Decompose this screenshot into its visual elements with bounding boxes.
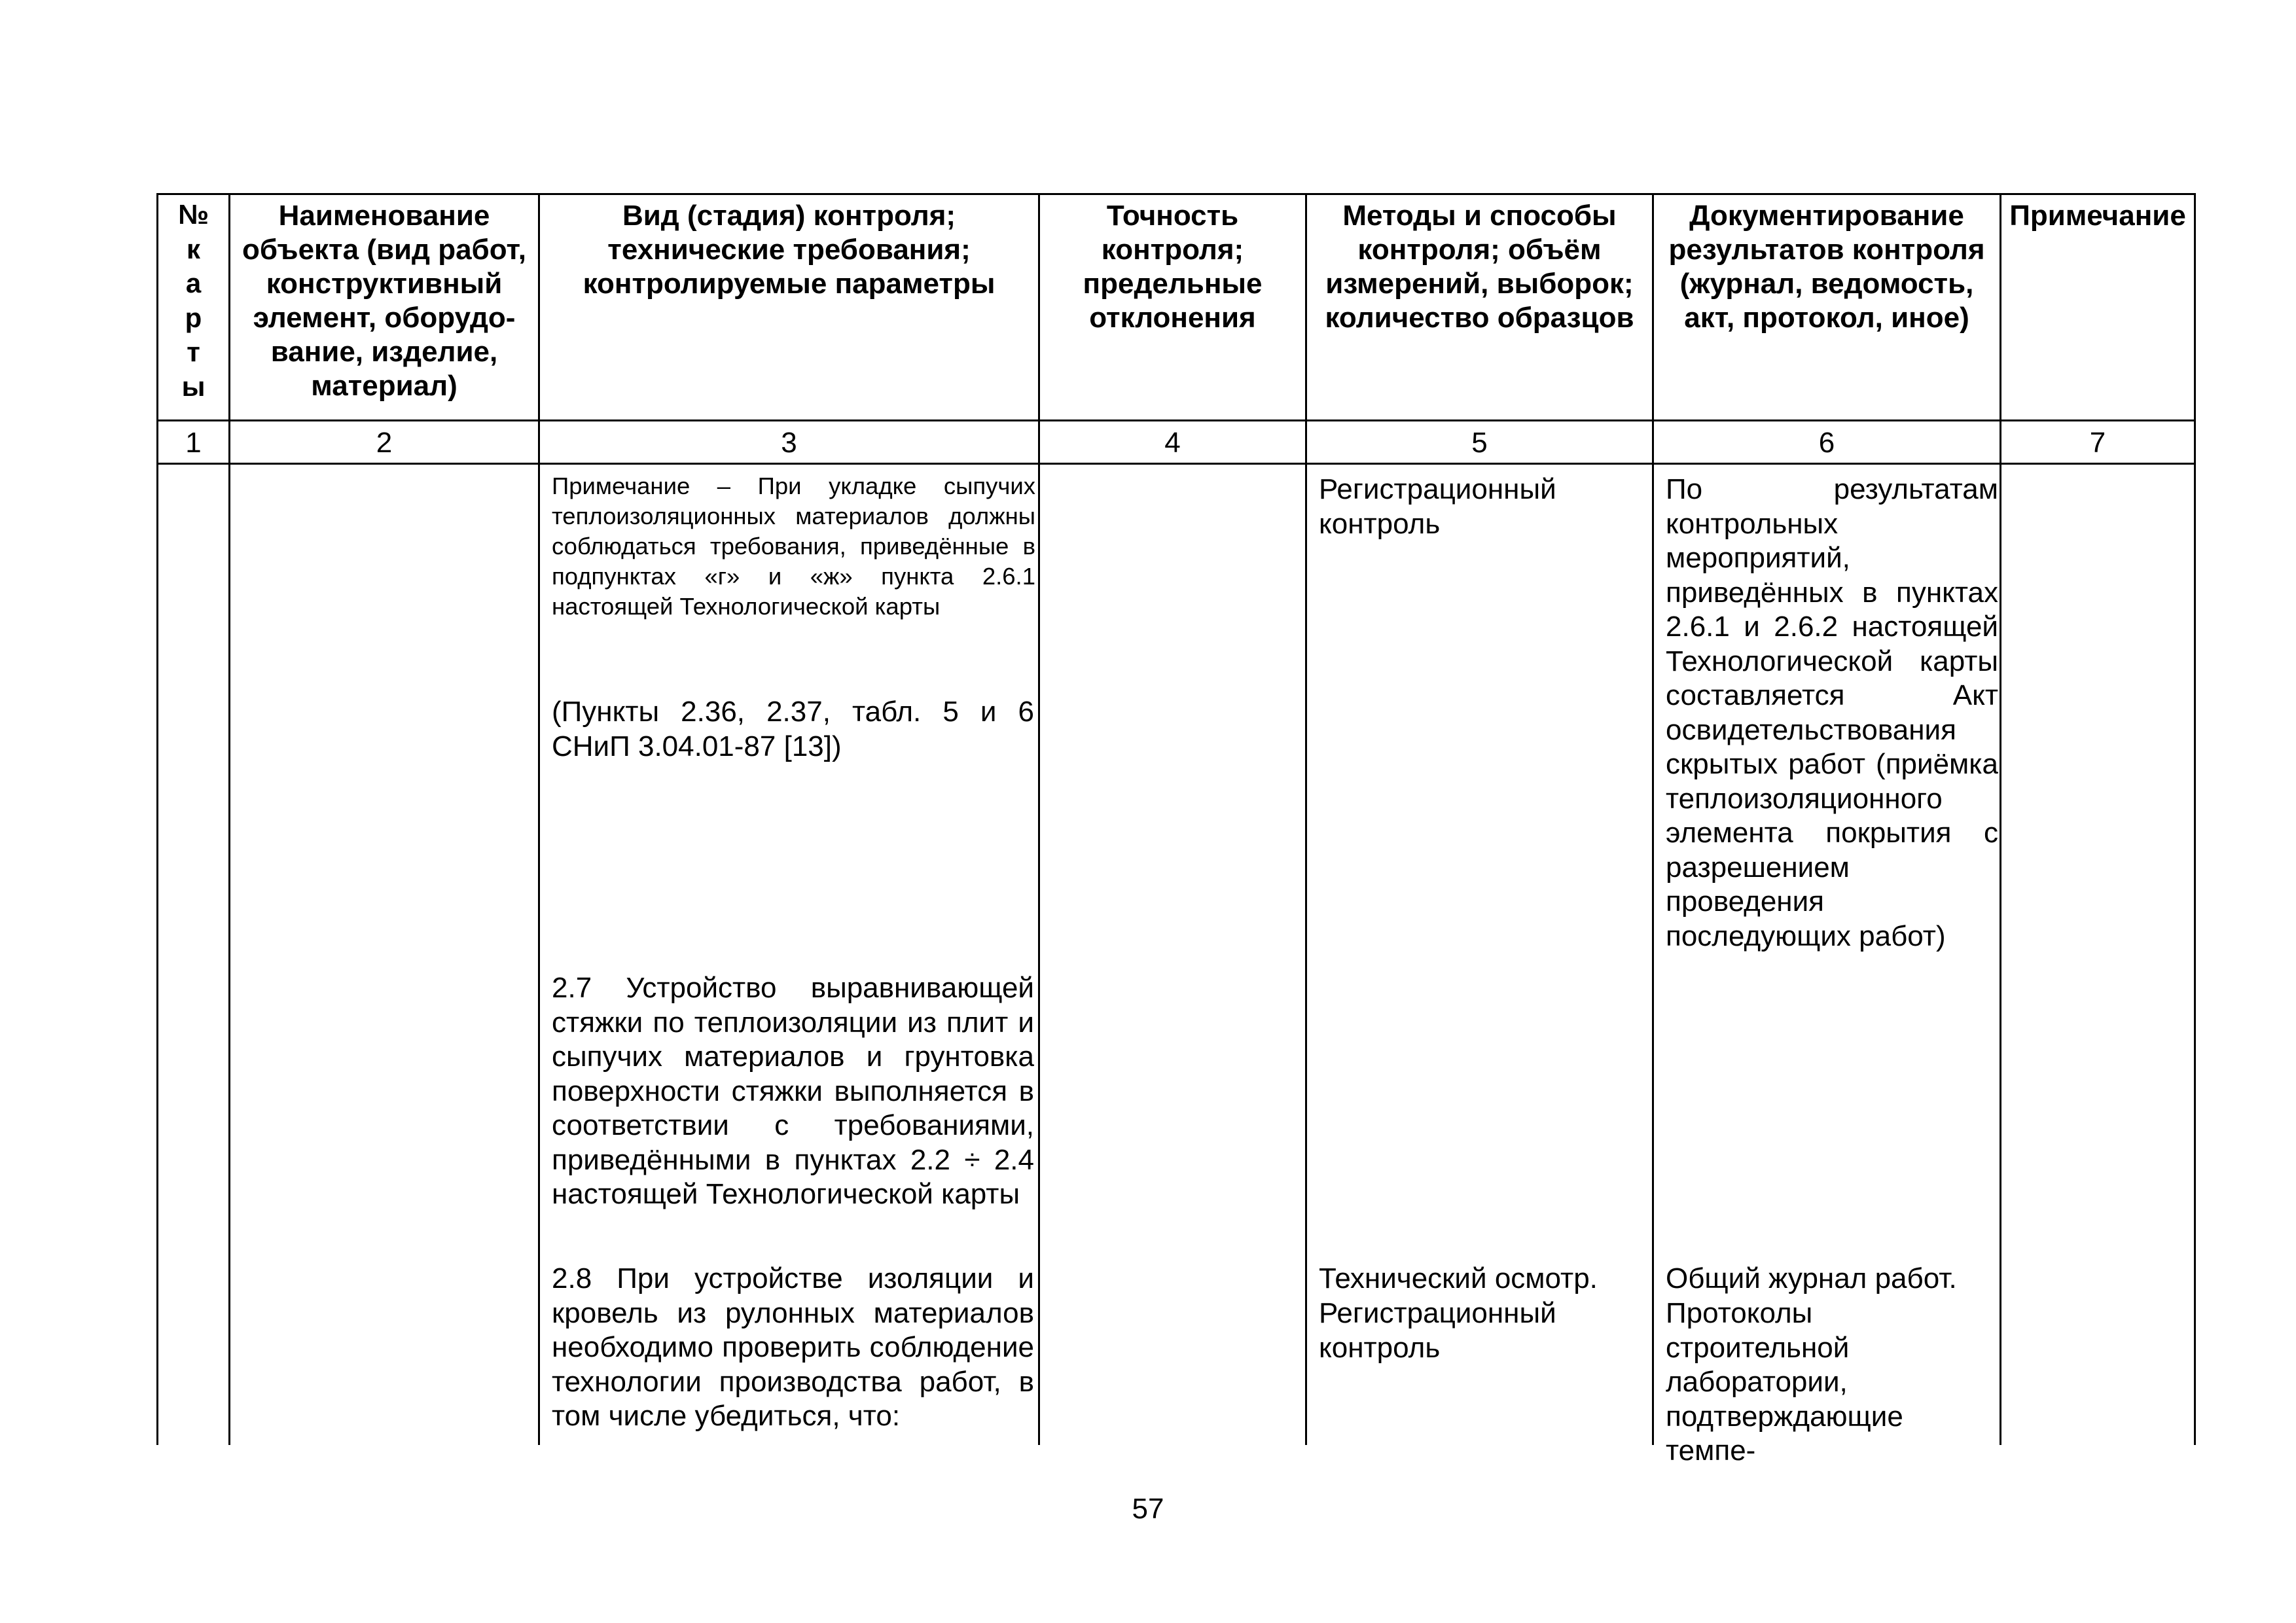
- header-col-5: Методы и способы контроля; объём измерений, выборок; количество образцов: [1325, 200, 1634, 334]
- column-number: 5: [1471, 427, 1488, 459]
- documentation-2a: Общий журнал работ.: [1666, 1262, 1957, 1294]
- header-col-3: Вид (стадия) контроля; технические требования; контролируемые параметры: [583, 200, 996, 300]
- control-method-2a: Технический осмотр.: [1319, 1262, 1598, 1294]
- page-number: 57: [1132, 1493, 1164, 1525]
- column-number: 4: [1164, 427, 1181, 459]
- header-col-4: Точность контроля; предельные отклонения: [1083, 200, 1263, 334]
- column-divider: [538, 193, 540, 1445]
- column-number: 6: [1818, 427, 1835, 459]
- documentation-1: По результатам контрольных мероприятий, приведённых в пунктах 2.6.1 и 2.6.2 настоящей Технологической карты составляется Акт освидетельствования скрытых работ (приёмка теплоизоляционного элемента покрытия с разрешением проведения последующих работ): [1666, 473, 1998, 952]
- header-col-1: № к а р т ы: [178, 199, 209, 402]
- control-method-2b: Регистрационный контроль: [1319, 1297, 1556, 1364]
- note-text: Примечание – При укладке сыпучих теплоизоляционных материалов должны соблюдаться требования, приведённые в подпунктах «г» и «ж» пункта 2.6.1 настоящей Технологической карты: [552, 473, 1035, 620]
- column-divider: [2194, 193, 2196, 1445]
- reference-text: (Пункты 2.36, 2.37, табл. 5 и 6 СНиП 3.04.01-87 [13]): [552, 696, 1034, 762]
- header-col-7: Примечание: [2009, 200, 2186, 232]
- item-2-8-text: 2.8 При устройстве изоляции и кровель из рулонных материалов необходимо проверить соблюдение технологии производства работ, в том числе убедиться, что:: [552, 1262, 1034, 1432]
- documentation-2b: Протоколы строительной лаборатории, подтверждающие темпе-: [1666, 1297, 1903, 1467]
- column-divider: [1305, 193, 1307, 1445]
- column-number: 2: [376, 427, 393, 459]
- column-divider: [2000, 193, 2001, 1445]
- column-number: 7: [2089, 427, 2106, 459]
- column-divider: [1038, 193, 1040, 1445]
- column-number: 3: [781, 427, 797, 459]
- header-col-2: Наименование объекта (вид работ, конструктивный элемент, оборудо- вание, изделие, материал): [242, 200, 526, 402]
- header-col-6: Документирование результатов контроля (журнал, ведомость, акт, протокол, иное): [1668, 200, 1985, 334]
- item-2-7-text: 2.7 Устройство выравнивающей стяжки по теплоизоляции из плит и сыпучих материалов и грунтовка поверхности стяжки выполняется в соответствии с требованиями, приведёнными в пунктах 2.2 ÷ 2.4 настоящей Технологической карты: [552, 972, 1034, 1210]
- control-method-1: Регистрационный контроль: [1319, 473, 1556, 540]
- column-number: 1: [185, 427, 202, 459]
